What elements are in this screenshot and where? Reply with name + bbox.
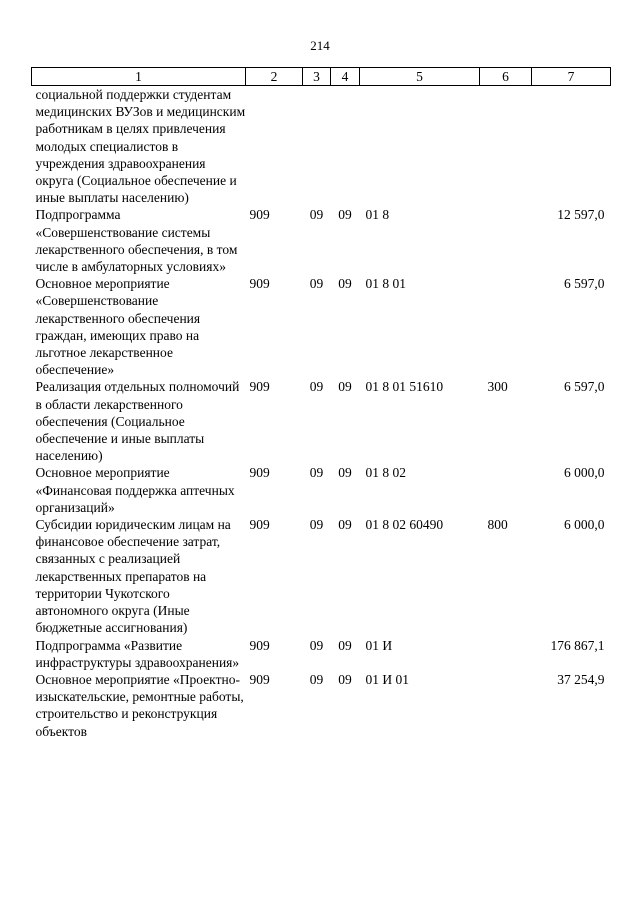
row-target-article: 01 И bbox=[365, 637, 393, 653]
row-name: Основное мероприятие «Проектно-изыскательские, ремонтные работы, строительство и реконструкция объектов bbox=[35, 671, 244, 739]
row-amount: 6 597,0 bbox=[564, 379, 605, 395]
row-expense-type bbox=[480, 275, 532, 378]
row-admin-code bbox=[246, 86, 303, 207]
row-target-article: 01 8 bbox=[365, 207, 390, 223]
row-target-article: 01 И 01 bbox=[365, 671, 409, 687]
row-amount bbox=[532, 86, 611, 207]
row-subsection bbox=[331, 86, 360, 207]
header-col-3: 3 bbox=[303, 68, 331, 86]
row-expense-type: 800 bbox=[487, 517, 508, 533]
row-subsection: 09 bbox=[338, 637, 352, 653]
row-target-article bbox=[360, 86, 480, 207]
row-subsection: 09 bbox=[338, 207, 352, 223]
header-col-2: 2 bbox=[246, 68, 303, 86]
row-section: 09 bbox=[309, 276, 324, 292]
row-amount: 6 000,0 bbox=[564, 465, 605, 481]
row-expense-type bbox=[480, 206, 532, 275]
budget-table bbox=[31, 67, 611, 740]
header-col-7: 7 bbox=[532, 68, 611, 86]
row-admin-code: 909 bbox=[249, 379, 270, 395]
table-row bbox=[32, 516, 611, 636]
row-subsection: 09 bbox=[338, 276, 352, 292]
row-subsection: 09 bbox=[338, 465, 352, 481]
row-section: 09 bbox=[309, 207, 324, 223]
row-target-article: 01 8 01 bbox=[365, 276, 406, 292]
row-amount: 37 254,9 bbox=[557, 671, 605, 687]
header-col-5: 5 bbox=[360, 68, 480, 86]
row-expense-type bbox=[480, 86, 532, 207]
row-section bbox=[303, 86, 331, 207]
row-section: 09 bbox=[309, 517, 324, 533]
row-admin-code: 909 bbox=[249, 276, 270, 292]
row-section: 09 bbox=[309, 671, 324, 687]
row-admin-code: 909 bbox=[249, 637, 270, 653]
row-section: 09 bbox=[309, 465, 324, 481]
row-amount: 176 867,1 bbox=[550, 637, 605, 653]
row-name: Основное мероприятие «Совершенствование лекарственного обеспечения граждан, имеющих право на льготное лекарственное обеспечение» bbox=[35, 276, 201, 378]
table-row bbox=[32, 464, 611, 516]
row-subsection: 09 bbox=[338, 379, 352, 395]
row-admin-code: 909 bbox=[249, 517, 270, 533]
table-row bbox=[32, 671, 611, 740]
row-target-article: 01 8 01 51610 bbox=[365, 379, 444, 395]
row-expense-type bbox=[480, 637, 532, 671]
row-name: Субсидии юридическим лицам на финансовое обеспечение затрат, связанных с реализацией лекарственных препаратов на территории Чукотского автономного округа (Иные бюджетные ассигнования) bbox=[35, 517, 231, 636]
page-number: 214 bbox=[310, 38, 330, 53]
table-row bbox=[32, 206, 611, 275]
table-row bbox=[32, 275, 611, 378]
row-section: 09 bbox=[309, 379, 324, 395]
row-expense-type bbox=[480, 464, 532, 516]
row-target-article: 01 8 02 60490 bbox=[365, 517, 444, 533]
row-subsection: 09 bbox=[338, 671, 352, 687]
row-amount: 6 000,0 bbox=[564, 517, 605, 533]
row-name: социальной поддержки студентам медицинских ВУЗов и медицинским работникам в целях привлечения молодых специалистов в учреждения здравоохранения округа (Социальное обеспечение и иные выплаты населению) bbox=[35, 87, 246, 206]
row-amount: 6 597,0 bbox=[564, 276, 605, 292]
row-admin-code: 909 bbox=[249, 465, 270, 481]
row-name: Реализация отдельных полномочий в области лекарственного обеспечения (Социальное обеспечение и иные выплаты населению) bbox=[35, 379, 240, 464]
row-expense-type bbox=[480, 671, 532, 740]
row-admin-code: 909 bbox=[249, 671, 270, 687]
table-row bbox=[32, 637, 611, 671]
row-admin-code: 909 bbox=[249, 207, 270, 223]
row-amount: 12 597,0 bbox=[557, 207, 605, 223]
header-col-6: 6 bbox=[480, 68, 532, 86]
table-header-row bbox=[32, 68, 611, 86]
row-name: Подпрограмма «Совершенствование системы лекарственного обеспечения, в том числе в амбулаторных условиях» bbox=[35, 207, 238, 275]
row-section: 09 bbox=[309, 637, 324, 653]
row-expense-type: 300 bbox=[487, 379, 508, 395]
header-col-1: 1 bbox=[32, 68, 246, 86]
table-row bbox=[32, 86, 611, 207]
row-subsection: 09 bbox=[338, 517, 352, 533]
row-name: Подпрограмма «Развитие инфраструктуры здравоохранения» bbox=[35, 637, 240, 670]
header-col-4: 4 bbox=[331, 68, 360, 86]
row-target-article: 01 8 02 bbox=[365, 465, 406, 481]
table-row bbox=[32, 378, 611, 464]
row-name: Основное мероприятие «Финансовая поддержка аптечных организаций» bbox=[35, 465, 235, 515]
